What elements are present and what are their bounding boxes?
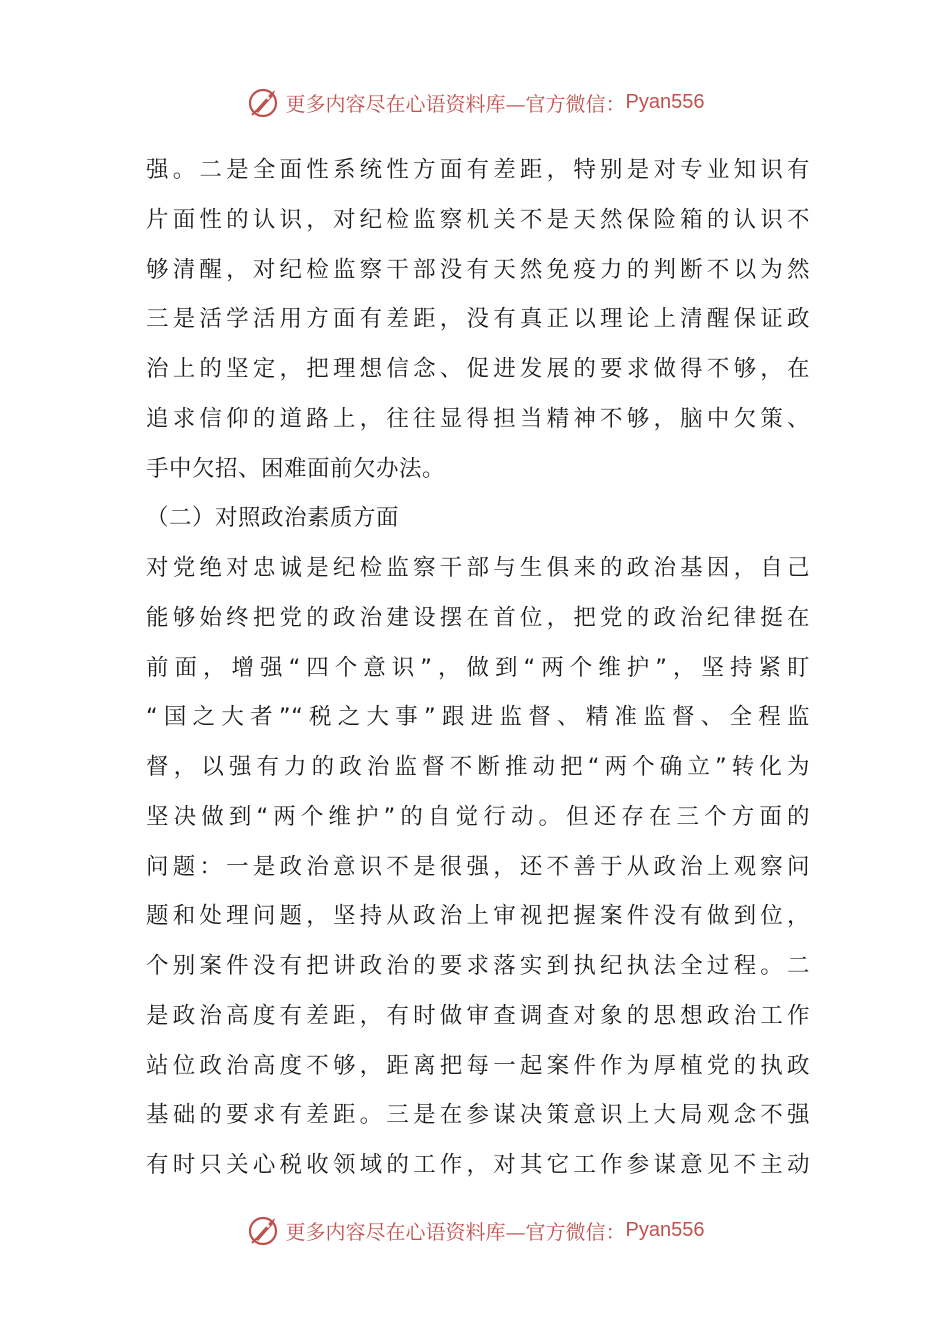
footer-banner <box>0 1210 950 1250</box>
text-line: 追求信仰的道路上，往往显得担当精神不够，脑中欠策、 <box>146 405 810 432</box>
pen-nib-logo-icon <box>246 1212 282 1248</box>
text-line: 是政治高度有差距，有时做审查调查对象的思想政治工作 <box>146 1002 810 1029</box>
header-banner <box>0 82 950 122</box>
text-line: 站位政治高度不够，距离把每一起案件作为厚植党的执政 <box>146 1052 810 1079</box>
text-line: 前面，增强“四个意识”，做到“两个维护”，坚持紧盯 <box>146 654 810 681</box>
document-body <box>146 146 810 1191</box>
text-line: 手中欠招、困难面前欠办法。 <box>146 455 446 482</box>
banner-wechat-id: Pyan556 <box>625 1218 705 1241</box>
text-line: 题和处理问题，坚持从政治上审视把握案件没有做到位， <box>146 903 810 930</box>
pen-nib-logo-icon <box>246 84 282 120</box>
text-line: 三是活学活用方面有差距，没有真正以理论上清醒保证政 <box>146 306 810 333</box>
text-line: 基础的要求有差距。三是在参谋决策意识上大局观念不强 <box>146 1102 810 1129</box>
text-line: 坚决做到“两个维护”的自觉行动。但还存在三个方面的 <box>146 803 810 830</box>
text-line: 治上的坚定，把理想信念、促进发展的要求做得不够，在 <box>146 356 810 382</box>
banner-text: 更多内容尽在心语资料库—官方微信： <box>285 1219 626 1244</box>
text-line: 问题：一是政治意识不是很强，还不善于从政治上观察问 <box>146 853 810 880</box>
text-line: 督，以强有力的政治监督不断推动把“两个确立”转化为 <box>146 754 810 780</box>
text-line: 片面性的认识，对纪检监察机关不是天然保险箱的认识不 <box>146 206 810 233</box>
text-line: 够清醒，对纪检监察干部没有天然免疫力的判断不以为然 <box>146 256 810 283</box>
text-line: 对党绝对忠诚是纪检监察干部与生俱来的政治基因，自己 <box>146 555 810 581</box>
text-line: 能够始终把党的政治建设摆在首位，把党的政治纪律挺在 <box>146 604 810 631</box>
banner-wechat-id: Pyan556 <box>625 90 705 113</box>
text-line: 个别案件没有把讲政治的要求落实到执纪执法全过程。二 <box>146 953 810 979</box>
banner-text: 更多内容尽在心语资料库—官方微信： <box>285 91 626 116</box>
text-line: “国之大者”“税之大事”跟进监督、精准监督、全程监 <box>146 704 810 731</box>
text-line: 强。二是全面性系统性方面有差距，特别是对专业知识有 <box>146 157 810 183</box>
text-line: 有时只关心税收领域的工作，对其它工作参谋意见不主动 <box>146 1152 810 1178</box>
section-heading: （二）对照政治素质方面 <box>146 505 400 532</box>
